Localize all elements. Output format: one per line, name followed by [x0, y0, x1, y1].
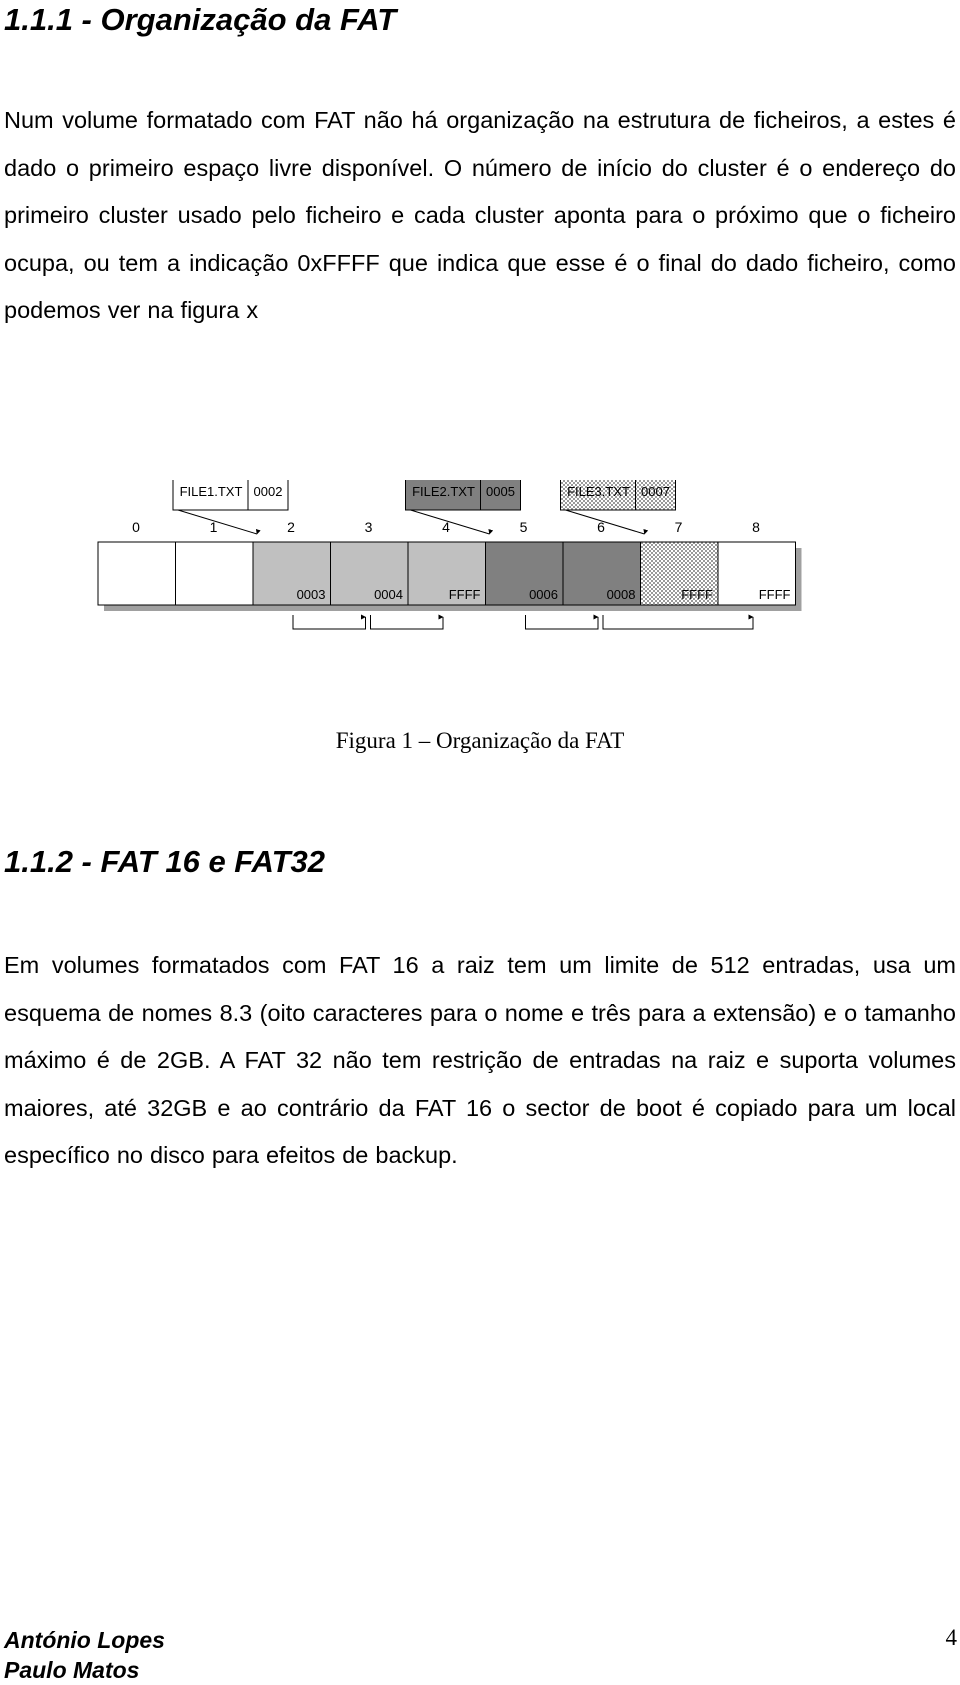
cluster-chain-link [603, 615, 753, 629]
fat-organization-figure [95, 480, 865, 680]
cluster-index: 2 [287, 519, 295, 535]
file-start-cluster: 0007 [641, 484, 670, 499]
file-name: FILE1.TXT [179, 484, 243, 499]
cluster-value: 0004 [374, 587, 403, 602]
cluster-value: FFFF [448, 587, 481, 602]
section-paragraph: Em volumes formatados com FAT 16 a raiz tem um limite de 512 entradas, usa um esquema de nomes 8.3 (oito caracteres para o nome e três para a extensão) e o tamanho máximo é de 2GB. A FAT 32 não tem restrição de entradas na raiz e suporta volumes maiores, até 32GB e ao contrário da FAT 16 o sector de boot é copiado para um local específico no disco para efeitos de backup. [4, 952, 956, 1168]
cluster-value: 0006 [529, 587, 558, 602]
file-start-cluster: 0002 [253, 484, 283, 499]
cluster-chain-link [293, 615, 366, 629]
cluster-index: 1 [209, 519, 218, 535]
file-pointer-arrow [411, 510, 490, 534]
file-pointer-arrow [178, 510, 257, 534]
cluster-index: 3 [364, 519, 373, 535]
section-title: 1.1.2 - FAT 16 e FAT32 [4, 844, 326, 879]
figure-caption: Figura 1 – Organização da FAT [335, 728, 625, 753]
file-pointer-arrow [566, 510, 645, 534]
section-paragraph: Num volume formatado com FAT não há organização na estrutura de ficheiros, a estes é dado o primeiro espaço livre disponível. O número de início do cluster é o endereço do primeiro cluster usado pelo ficheiro e cada cluster aponta para o próximo que o ficheiro ocupa, ou tem a indicação 0xFFFF que indica que esse é o final do dado ficheiro, como podemos ver na figura x [4, 107, 956, 323]
cluster-index: 6 [597, 519, 605, 535]
cluster-value: 0003 [296, 587, 326, 602]
cluster-value: FFFF [681, 587, 713, 602]
cluster-index: 0 [132, 519, 140, 535]
author-name: António Lopes [4, 1627, 165, 1653]
cluster-index: 7 [674, 519, 683, 535]
cluster-index: 4 [442, 519, 450, 535]
author-name: Paulo Matos [4, 1657, 140, 1683]
cluster-index: 8 [752, 519, 760, 535]
section-title: 1.1.1 - Organização da FAT [4, 2, 397, 37]
cluster-chain-link [526, 615, 599, 629]
cluster-cell [98, 542, 176, 605]
cluster-value: FFFF [758, 587, 791, 602]
page-number: 4 [945, 1625, 957, 1650]
file-start-cluster: 0005 [486, 484, 515, 499]
cluster-value: 0008 [606, 587, 636, 602]
file-name: FILE2.TXT [412, 484, 475, 499]
cluster-cell [176, 542, 254, 605]
file-name: FILE3.TXT [567, 484, 630, 499]
cluster-chain-link [371, 615, 444, 629]
cluster-index: 5 [519, 519, 528, 535]
